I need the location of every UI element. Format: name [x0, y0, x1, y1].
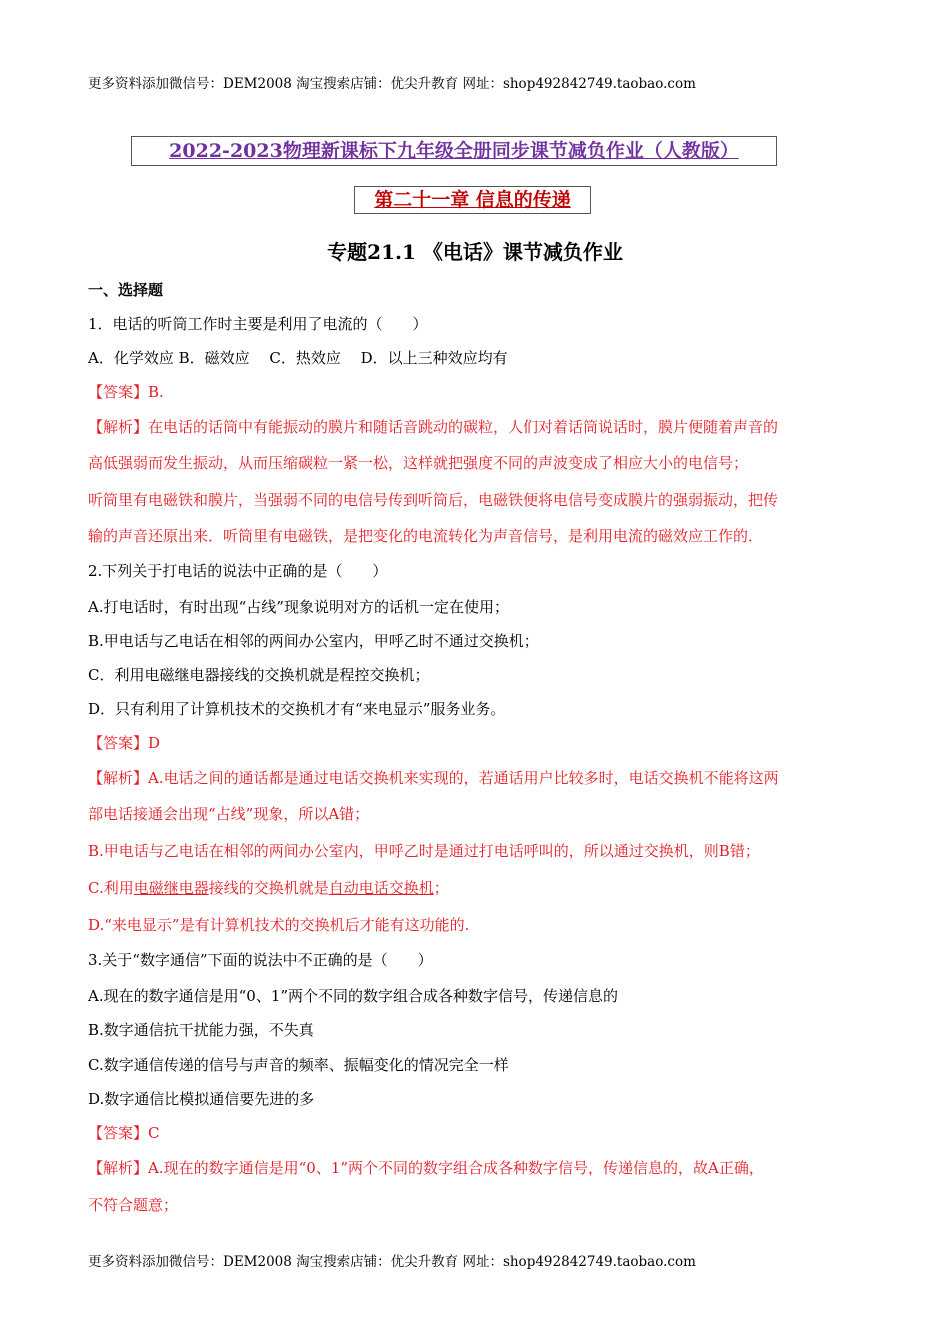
q2-stem: 2.下列关于打电话的说法中正确的是（ ）: [88, 562, 388, 580]
section-heading: 一、选择题: [88, 281, 164, 299]
q2-option-b: B.甲电话与乙电话在相邻的两间办公室内，甲呼乙时不通过交换机；: [88, 632, 539, 650]
q1-analysis-line: 【解析】在电话的话筒中有能振动的膜片和随话音跳动的碳粒，人们对着话筒说话时，膜片便随着声音的: [88, 418, 779, 436]
q1-analysis-line: 输的声音还原出来．听筒里有电磁铁，是把变化的电流转化为声音信号，是利用电流的磁效应工作的．: [88, 527, 764, 545]
series-title: 2022-2023物理新课标下九年级全册同步课节减负作业（人教版）: [131, 136, 777, 166]
q3-analysis-line: 不符合题意；: [88, 1196, 179, 1214]
q3-analysis-line: 【解析】A.现在的数字通信是用“0、1”两个不同的数字组合成各种数字信号，传递信息的，故A正确，: [88, 1159, 764, 1177]
q2-answer: 【答案】D: [88, 734, 161, 752]
q3-stem: 3.关于“数字通信”下面的说法中不正确的是（ ）: [88, 951, 433, 969]
q3-option-d: D.数字通信比模拟通信要先进的多: [88, 1090, 315, 1108]
q2-analysis-line: B.甲电话与乙电话在相邻的两间办公室内，甲呼乙时是通过打电话呼叫的，所以通过交换机，则B错；: [88, 842, 760, 860]
q2-analysis-line: 部电话接通会出现“占线”现象，所以A错；: [88, 805, 370, 823]
q3-option-b: B.数字通信抗干扰能力强，不失真: [88, 1021, 314, 1039]
analysis-text: ；: [433, 879, 449, 897]
q3-option-c: C.数字通信传递的信号与声音的频率、振幅变化的情况完全一样: [88, 1056, 509, 1074]
topic-title: 专题21.1 《电话》课节减负作业: [327, 240, 623, 264]
page-header: 更多资料添加微信号：DEM2008 淘宝搜索店铺：优尖升教育 网址：shop492842749.taobao.com: [88, 76, 696, 92]
q2-option-a: A.打电话时，有时出现“占线”现象说明对方的话机一定在使用；: [88, 598, 509, 616]
q2-option-c: C．利用电磁继电器接线的交换机就是程控交换机；: [88, 666, 430, 684]
q1-options: A．化学效应 B．磁效应 C．热效应 D．以上三种效应均有: [88, 349, 508, 367]
q1-analysis-line: 高低强弱而发生振动，从而压缩碳粒一紧一松，这样就把强度不同的声波变成了相应大小的电信号；: [88, 454, 749, 472]
q2-analysis-c: [88, 877, 866, 898]
analysis-text: 接线的交换机就是: [208, 879, 329, 897]
q2-analysis-line: 【解析】A.电话之间的通话都是通过电话交换机来实现的，若通话用户比较多时，电话交换机不能将这两: [88, 769, 779, 787]
q2-analysis-d: D.“来电显示”是有计算机技术的交换机后才能有这功能的.: [88, 916, 470, 934]
q1-answer: 【答案】B.: [88, 383, 164, 401]
page-footer: 更多资料添加微信号：DEM2008 淘宝搜索店铺：优尖升教育 网址：shop492842749.taobao.com: [88, 1254, 696, 1270]
q1-analysis-line: 听筒里有电磁铁和膜片，当强弱不同的电信号传到听筒后，电磁铁便将电信号变成膜片的强弱振动，把传: [88, 491, 779, 509]
electromagnetic-relay-link[interactable]: 电磁继电器: [133, 879, 209, 897]
analysis-text: C.利用: [88, 879, 134, 897]
q3-option-a: A.现在的数字通信是用“0、1”两个不同的数字组合成各种数字信号，传递信息的: [88, 987, 619, 1005]
automatic-exchange-link[interactable]: 自动电话交换机: [328, 879, 434, 897]
q3-answer: 【答案】C: [88, 1124, 160, 1142]
q1-stem: 1．电话的听筒工作时主要是利用了电流的（ ）: [88, 315, 428, 333]
chapter-title: 第二十一章 信息的传递: [354, 186, 591, 214]
q2-option-d: D．只有利用了计算机技术的交换机才有“来电显示”服务业务。: [88, 700, 506, 718]
